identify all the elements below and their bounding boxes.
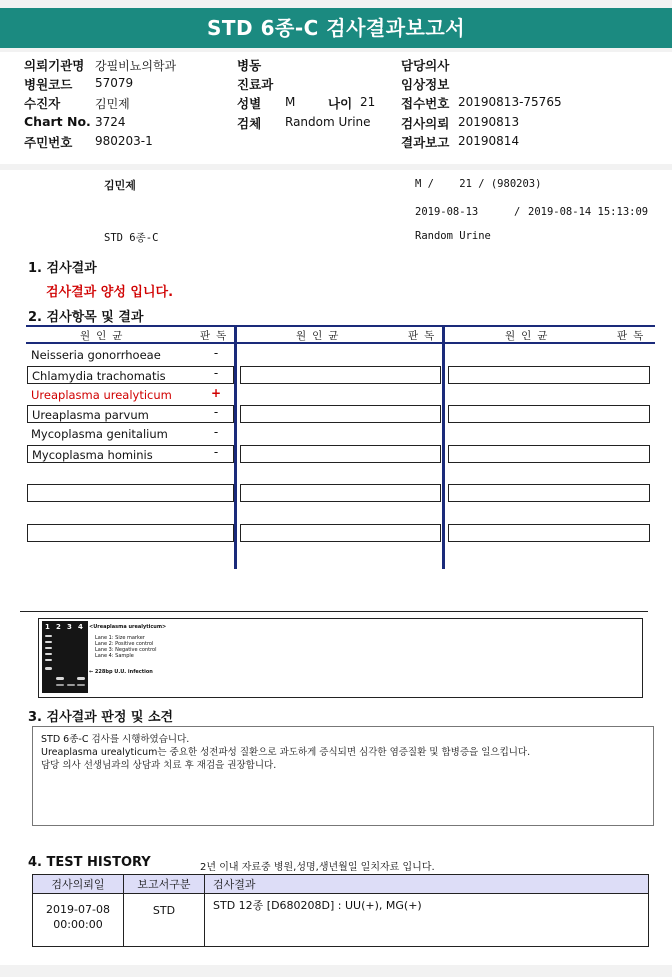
empty-result-row [27, 484, 234, 502]
empty-result-row [240, 366, 441, 384]
gel-lane-label: 3 [67, 623, 72, 631]
pathogen-item: Mycoplasma hominis [27, 445, 234, 463]
gel-sample-band [77, 677, 85, 680]
gel-legend-line: Lane 4: Sample [95, 653, 134, 659]
pathogen-result: - [213, 366, 219, 380]
pathogen-item: Neisseria gonorrhoeae [31, 348, 161, 362]
request-date-label: 검사의뢰 [401, 116, 450, 131]
history-header-type: 보고서구분 [124, 875, 205, 894]
empty-result-row [448, 405, 650, 423]
col3-judgment-header: 판독 [617, 330, 650, 342]
age-value: 21 [360, 95, 376, 109]
test-history-table [32, 874, 649, 947]
pathogen-item: Chlamydia trachomatis [27, 366, 234, 384]
empty-result-row [27, 524, 234, 542]
hospital-code-value: 57079 [95, 76, 134, 90]
gel-ladder-band [45, 647, 52, 649]
col1-judgment-header: 판독 [200, 330, 233, 342]
gel-title: <Ureaplasma urealyticum> [89, 624, 167, 630]
gel-ladder-band [45, 641, 52, 643]
ward-label: 병동 [237, 58, 262, 73]
summary-reported-date: 2019-08-14 15:13:09 [528, 206, 649, 218]
opinion-line: Ureaplasma urealyticum는 중요한 성전파성 질환으로 과도하게 증식되면 심각한 염증질환 및 합병증을 일으킵니다. [41, 747, 531, 758]
gel-positive-band [56, 677, 64, 680]
gel-lane-label: 1 [45, 623, 50, 631]
empty-result-row [240, 484, 441, 502]
gel-lane-label: 4 [78, 623, 83, 631]
table-row[interactable] [33, 894, 649, 947]
chart-no-label: Chart No. [24, 114, 91, 129]
summary-received-date: 2019-08-13 [415, 206, 479, 218]
specimen-value: Random Urine [285, 115, 371, 129]
sex-label: 성별 [237, 96, 262, 111]
pathogen-result: - [213, 346, 219, 360]
gel-legend-line: Lane 2: Positive control [95, 641, 154, 647]
pathogen-item: Mycoplasma genitalium [31, 427, 168, 441]
accession-value: 20190813-75765 [458, 95, 562, 109]
request-date-value: 20190813 [458, 115, 520, 129]
recipient-label: 수진자 [24, 96, 61, 111]
institution-label: 의뢰기관명 [24, 58, 85, 73]
patient-info-header [0, 52, 672, 164]
report-date-label: 결과보고 [401, 135, 450, 150]
report-title: STD 6종-C 검사결과보고서 [0, 8, 672, 48]
result-table-divider-2 [442, 325, 445, 569]
section1-title: 1. 검사결과 [28, 261, 97, 276]
specimen-label: 검체 [237, 116, 262, 131]
recipient-value: 김민제 [95, 97, 130, 111]
section-divider [20, 611, 648, 612]
opinion-line: STD 6종-C 검사를 시행하였습니다. [41, 734, 190, 745]
gel-ladder-band [45, 667, 52, 670]
summary-date-separator: / [514, 206, 521, 218]
dept-label: 진료과 [237, 77, 274, 92]
gel-primer-band [67, 684, 75, 686]
opinion-box [32, 726, 654, 826]
hospital-code-label: 병원코드 [24, 77, 73, 92]
clinical-info-label: 임상정보 [401, 77, 450, 92]
summary-specimen: Random Urine [415, 230, 491, 242]
section2-title: 2. 검사항목 및 결과 [28, 310, 144, 325]
empty-result-row [240, 405, 441, 423]
gel-primer-band [77, 684, 85, 686]
pathogen-result: - [213, 445, 219, 459]
opinion-line: 담당 의사 선생님과의 상담과 치료 후 재검을 권장합니다. [41, 760, 277, 771]
gel-lane-label: 2 [56, 623, 61, 631]
pathogen-result: - [213, 405, 219, 419]
col2-judgment-header: 판독 [408, 330, 441, 342]
empty-result-row [448, 366, 650, 384]
gel-band-annotation: ← 228bp U.U. infection [89, 669, 153, 675]
history-header-result: 검사결과 [205, 875, 649, 894]
rrn-value: 980203-1 [95, 134, 153, 148]
history-note: 2년 이내 자료중 병원,성명,생년월일 일치자료 입니다. [200, 862, 435, 873]
col1-pathogen-header: 원인균 [80, 330, 129, 342]
col3-pathogen-header: 원인균 [505, 330, 554, 342]
chart-no-value: 3724 [95, 115, 126, 129]
gel-legend-line: Lane 1: Size marker [95, 635, 145, 641]
age-label: 나이 [328, 96, 353, 111]
pathogen-item-positive: Ureaplasma urealyticum [31, 388, 172, 402]
gel-legend-line: Lane 3: Negative control [95, 647, 157, 653]
history-result: STD 12종 [D680208D] : UU(+), MG(+) [205, 894, 649, 947]
gel-primer-band [56, 684, 64, 686]
sex-value: M [285, 95, 296, 109]
report-date-value: 20190814 [458, 134, 520, 148]
pathogen-item: Ureaplasma parvum [27, 405, 234, 423]
empty-result-row [448, 484, 650, 502]
section3-title: 3. 검사결과 판정 및 소견 [28, 710, 174, 725]
pathogen-result: - [213, 425, 219, 439]
col2-pathogen-header: 원인균 [296, 330, 345, 342]
empty-result-row [240, 445, 441, 463]
doctor-label: 담당의사 [401, 58, 450, 73]
history-date: 2019-07-08 [46, 903, 110, 916]
overall-result: 검사결과 양성 입니다. [46, 285, 174, 300]
pathogen-result-positive: + [210, 386, 222, 400]
summary-sex-age: M / 21 / (980203) [415, 178, 542, 190]
table-header-row [33, 875, 649, 894]
history-cell-date [33, 894, 124, 947]
history-time: 00:00:00 [53, 918, 103, 931]
history-type: STD [124, 894, 205, 947]
summary-name: 김민제 [104, 179, 136, 192]
empty-result-row [448, 524, 650, 542]
gel-electrophoresis-image [42, 621, 88, 693]
gel-ladder-band [45, 635, 52, 637]
history-header-date: 검사의뢰일 [33, 875, 124, 894]
rrn-label: 주민번호 [24, 135, 73, 150]
empty-result-row [240, 524, 441, 542]
result-table-divider-1 [234, 325, 237, 569]
gel-ladder-band [45, 659, 52, 661]
accession-label: 접수번호 [401, 96, 450, 111]
result-table-top-rule [26, 325, 655, 327]
institution-value: 강필비뇨의학과 [95, 59, 177, 73]
summary-test-name: STD 6종-C [104, 232, 159, 244]
section4-title: 4. TEST HISTORY [28, 855, 151, 870]
gel-ladder-band [45, 653, 52, 655]
empty-result-row [448, 445, 650, 463]
